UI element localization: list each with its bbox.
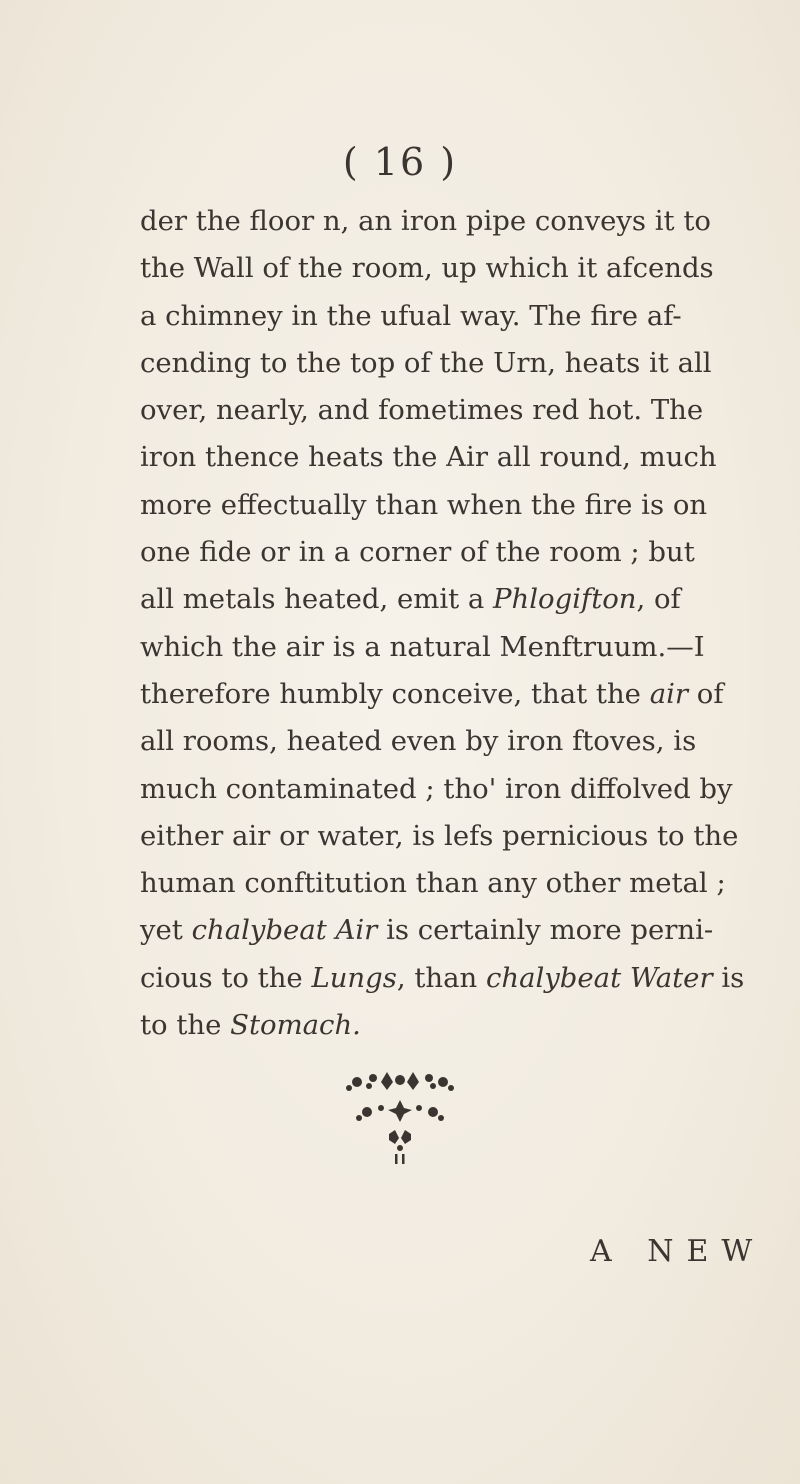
body-text — [140, 198, 745, 1049]
text-line: much contaminated ; tho' iron diffolved by — [140, 772, 733, 805]
text-line: one fide or in a corner of the room ; but — [140, 536, 695, 569]
italic-term: chalybeat Air — [191, 914, 378, 947]
text-line: cending to the top of the Urn, heats it all — [140, 346, 712, 379]
text-line: yet chalybeat Air is certainly more perni- — [140, 914, 714, 947]
italic-term: Lungs — [311, 961, 397, 994]
text-line: a chimney in the ufual way. The fire af- — [140, 299, 682, 332]
text-line: to the Stomach. — [140, 1009, 361, 1042]
italic-term: Phlogifton — [493, 583, 637, 616]
text-line: all rooms, heated even by iron ftoves, is — [140, 725, 697, 758]
italic-term: chalybeat Water — [485, 961, 713, 994]
text-line: the Wall of the room, up which it afcends — [140, 252, 714, 285]
text-line: either air or water, is lefs pernicious to the — [140, 819, 739, 852]
italic-term: air — [649, 677, 689, 710]
text-line: all metals heated, emit a Phlogifton, of — [140, 583, 681, 616]
text-line: therefore humbly conceive, that the air of — [140, 677, 724, 710]
text-line: der the floor n, an iron pipe conveys it to — [140, 205, 711, 237]
italic-term: Stomach. — [230, 1009, 361, 1042]
text-line: cious to the Lungs, than chalybeat Water is — [140, 961, 745, 994]
page-number: ( 16 ) — [342, 140, 458, 184]
text-line: human conftitution than any other metal ; — [140, 867, 726, 900]
text-line: iron thence heats the Air all round, much — [140, 441, 717, 474]
text-line: which the air is a natural Menftruum.—I — [140, 630, 705, 663]
catchword: A NEW — [590, 1234, 766, 1269]
printers-fleuron-icon — [0, 1068, 800, 1172]
text-line: over, nearly, and fometimes red hot. The — [140, 394, 704, 427]
text-line: more effectually than when the fire is on — [140, 488, 708, 521]
